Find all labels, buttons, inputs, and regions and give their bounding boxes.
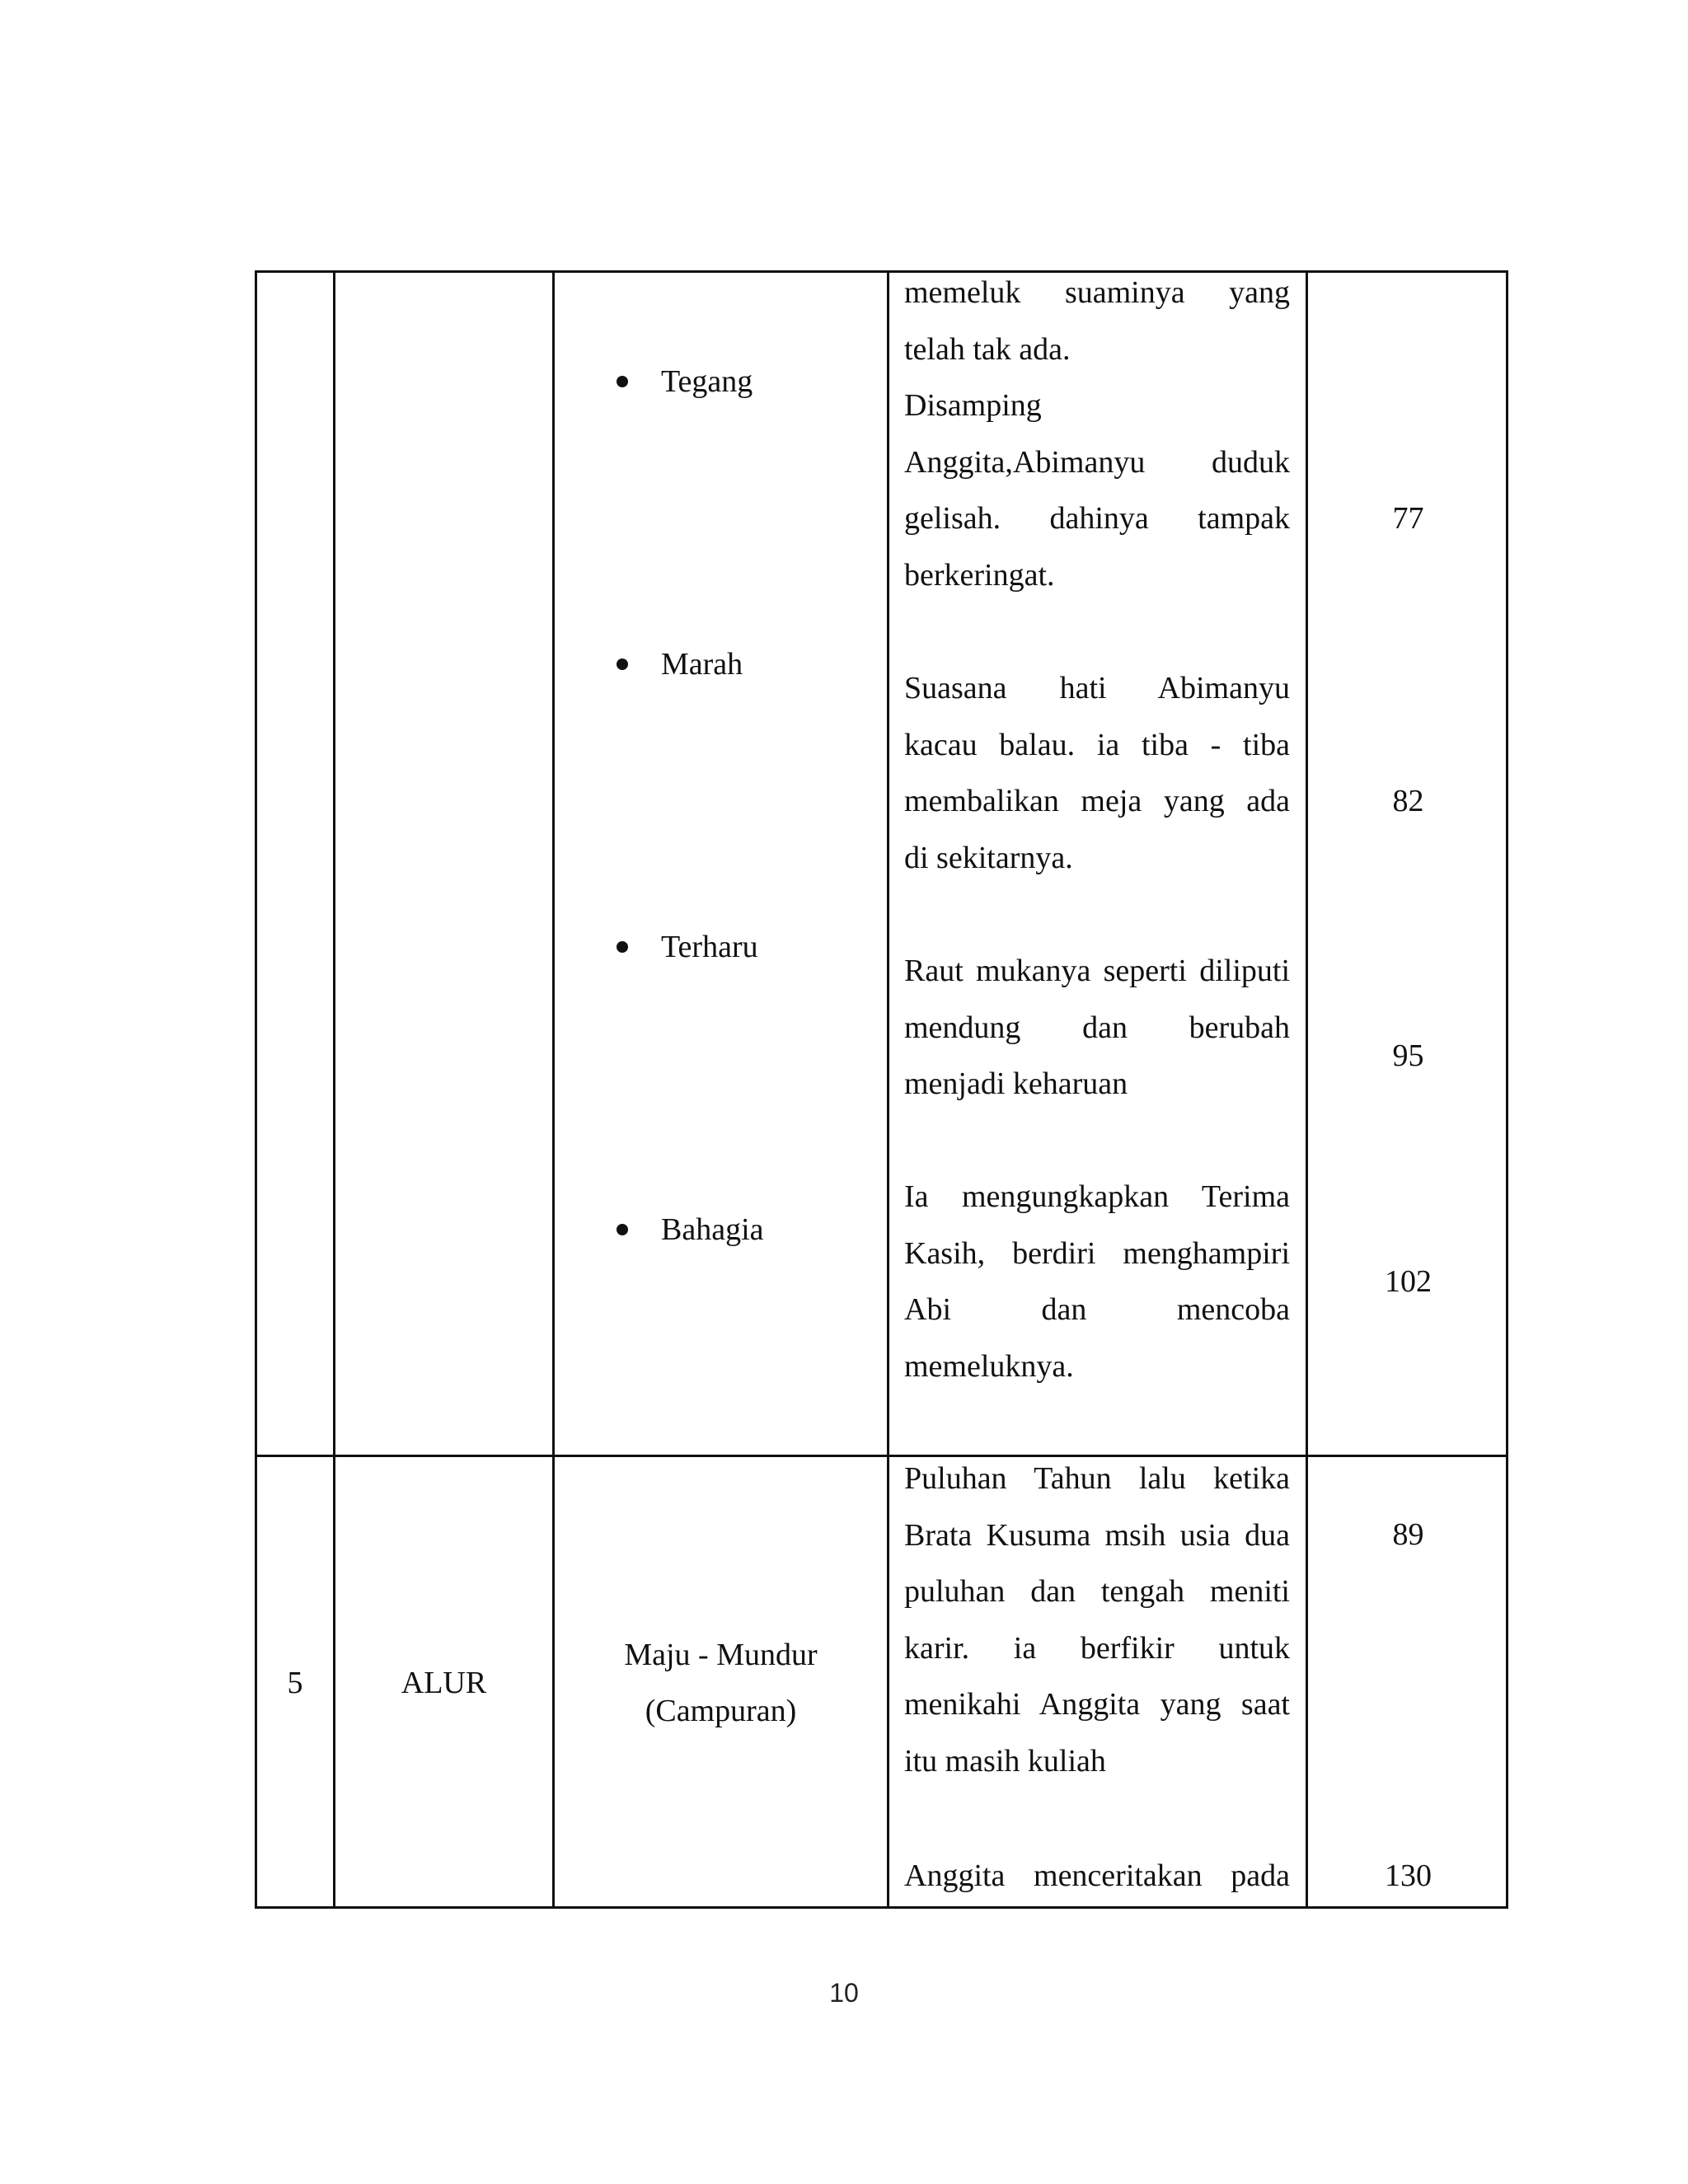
quote-bahagia — [904, 1169, 1290, 1394]
quote-tegang — [904, 377, 1290, 603]
quote-line: puluhan dan tengah meniti — [904, 1574, 1290, 1609]
page-ref: 95 — [1392, 1038, 1424, 1073]
list-item-terharu — [617, 919, 758, 975]
quote-line: telah tak ada. — [904, 331, 1071, 367]
quote-line: menikahi Anggita yang saat — [904, 1687, 1290, 1722]
quote-line: Suasana hati Abimanyu — [904, 671, 1290, 705]
cell-aspect-empty — [335, 272, 554, 1456]
analysis-table — [255, 270, 1508, 1909]
list-item-marah — [617, 636, 743, 692]
emotion-label: Bahagia — [661, 1212, 764, 1247]
cell-number-empty — [256, 272, 335, 1456]
quote-line: memeluk suaminya yang — [904, 275, 1290, 310]
page-ref: 82 — [1392, 784, 1424, 818]
bullet-icon — [617, 941, 628, 953]
bullet-icon — [617, 658, 628, 670]
page-ref: 102 — [1385, 1264, 1432, 1299]
quote-0 — [904, 265, 1290, 377]
quote-line: di sekitarnya. — [904, 840, 1073, 875]
bullet-icon — [617, 1224, 628, 1235]
cell-plot-type — [554, 1456, 889, 1908]
list-item-tegang — [617, 354, 753, 410]
plot-type-line1: Maju - Mundur — [624, 1638, 818, 1672]
quote-line: gelisah. dahinya tampak — [904, 501, 1290, 536]
row-number: 5 — [287, 1666, 303, 1700]
quote-marah — [904, 660, 1290, 886]
quote-line: Brata Kusuma msih usia dua — [904, 1517, 1290, 1553]
quote-line: Anggita menceritakan pada — [904, 1858, 1290, 1893]
cell-emotion-list — [554, 272, 889, 1456]
quote-line: Kasih, berdiri menghampiri — [904, 1235, 1290, 1271]
table-row-alur — [256, 1456, 1507, 1908]
page-ref: 130 — [1385, 1858, 1432, 1893]
emotion-label: Terharu — [661, 930, 758, 964]
quote-line: memeluknya. — [904, 1348, 1074, 1384]
emotion-label: Tegang — [661, 364, 753, 399]
quote-line: karir. ia berfikir untuk — [904, 1630, 1290, 1666]
quote-line: itu masih kuliah — [904, 1743, 1106, 1779]
quote-line: membalikan meja yang ada — [904, 784, 1290, 818]
cell-pages — [1307, 272, 1507, 1456]
quote-line: menjadi keharuan — [904, 1066, 1128, 1101]
page-ref: 77 — [1392, 501, 1424, 536]
quote-line: Abi dan mencoba — [904, 1292, 1290, 1327]
aspect-label: ALUR — [401, 1666, 487, 1700]
quote-line: Disamping — [904, 388, 1042, 423]
bullet-icon — [617, 376, 628, 387]
quote-line: berkeringat. — [904, 557, 1055, 593]
quote-alur-1 — [904, 1451, 1290, 1789]
page-number: 10 — [829, 1978, 859, 2008]
cell-quotes — [889, 272, 1307, 1456]
quote-terharu — [904, 943, 1290, 1113]
list-item-bahagia — [617, 1202, 764, 1258]
quote-line: Raut mukanya seperti diliputi — [904, 954, 1290, 988]
quote-alur-2 — [904, 1848, 1290, 1905]
table-row-continuation — [256, 272, 1507, 1456]
cell-pages — [1307, 1456, 1507, 1908]
quote-line: mendung dan berubah — [904, 1010, 1290, 1045]
cell-quotes — [889, 1456, 1307, 1908]
quote-line: Puluhan Tahun lalu ketika — [904, 1461, 1290, 1496]
quote-line: kacau balau. ia tiba - tiba — [904, 727, 1290, 762]
cell-aspect — [335, 1456, 554, 1908]
quote-line: Anggita,Abimanyu duduk — [904, 444, 1290, 480]
cell-number — [256, 1456, 335, 1908]
page-ref: 89 — [1392, 1517, 1424, 1552]
plot-type-line2: (Campuran) — [645, 1694, 797, 1728]
quote-line: Ia mengungkapkan Terima — [904, 1179, 1290, 1214]
emotion-label: Marah — [661, 647, 743, 682]
